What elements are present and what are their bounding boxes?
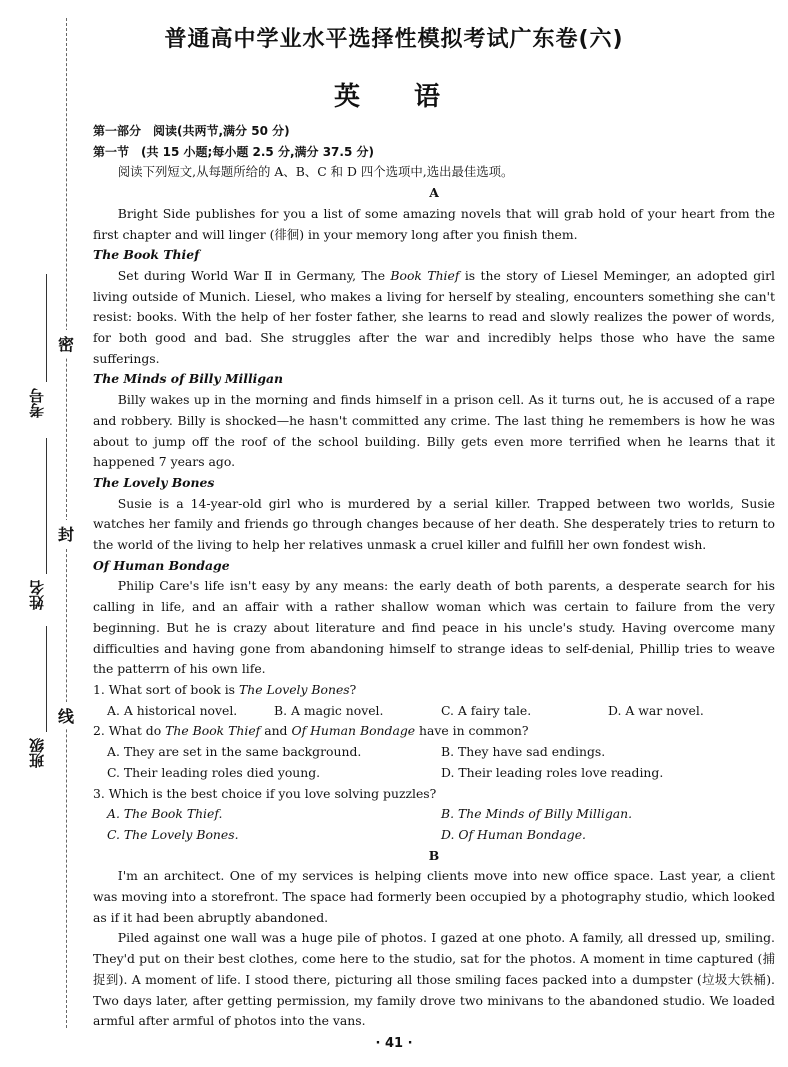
book-description: Susie is a 14-year-old girl who is murdered by a serial killer. Trapped between two worlds, Susie watches her family and friends go through changes because of her death. She desperately tries to return to the world of the living to help her relatives unmask a cruel killer and fulfill her own fondest wish. xyxy=(93,495,775,553)
class-label: 班级 xyxy=(28,738,46,768)
book-title: The Book Thief xyxy=(93,247,200,263)
option[interactable]: D. Their leading roles love reading. xyxy=(441,764,664,780)
subject-title: 英 语 xyxy=(333,82,454,112)
passage-a-intro: Bright Side publishes for you a list of some amazing novels that will grab hold of your heart from the first chapter and will linger (徘徊) in your memory long after you finish them. xyxy=(93,205,775,242)
option[interactable]: C. A fairy tale. xyxy=(441,702,532,718)
question-3: 3. Which is the best choice if you love solving puzzles? xyxy=(93,785,437,801)
question-2-options xyxy=(93,742,775,763)
option[interactable]: C. Their leading roles died young. xyxy=(107,764,321,780)
exam-content xyxy=(93,121,775,1032)
seal-mark-mi: 密 xyxy=(58,330,74,357)
option[interactable]: B. They have sad endings. xyxy=(441,744,606,760)
name-label: 姓名 xyxy=(28,580,46,610)
option[interactable]: A. They are set in the same background. xyxy=(107,744,362,760)
class-blank[interactable] xyxy=(46,626,47,732)
question-3-options xyxy=(93,825,775,846)
name-blank[interactable] xyxy=(46,438,47,574)
book-title: The Lovely Bones xyxy=(93,474,215,490)
passage-b-letter: B xyxy=(428,847,440,863)
option[interactable]: D. Of Human Bondage. xyxy=(441,826,586,842)
passage-a-letter: A xyxy=(429,185,439,201)
option[interactable]: D. A war novel. xyxy=(608,702,704,718)
option[interactable]: B. A magic novel. xyxy=(274,702,384,718)
book-title: The Minds of Billy Milligan xyxy=(93,371,284,387)
passage-b-paragraph: Piled against one wall was a huge pile of photos. I gazed at one photo. A family, all dressed up, smiling. They'd put on their best clothes, come here to the studio, sat for the photos. A moment in time captured (捕捉到). A moment of life. I stood there, picturing all those smiling faces packed into a dumpster (垃圾大铁桶). Two days later, after getting permission, my family drove two minivans to the abandoned studio. We loaded armful after armful of photos into the vans. xyxy=(93,930,775,1029)
section-heading: 第一节 (共 15 小题;每小题 2.5 分,满分 37.5 分) xyxy=(93,144,374,159)
book-title: Of Human Bondage xyxy=(93,557,230,573)
question-2-options xyxy=(93,763,775,784)
exam-number-blank[interactable] xyxy=(46,274,47,382)
page-number: · 41 · xyxy=(375,1036,413,1051)
option[interactable]: A. A historical novel. xyxy=(107,702,238,718)
passage-b-paragraph: I'm an architect. One of my services is helping clients move into new office space. Last year, a client was moving into a storefront. The space had formerly been occupied by a photography studio, which looked as if it had been abruptly abandoned. xyxy=(93,868,775,925)
question-3-options xyxy=(93,804,775,825)
part-heading: 第一部分 阅读(共两节,满分 50 分) xyxy=(93,124,290,138)
question-1: 1. What sort of book is The Lovely Bones? xyxy=(93,681,357,697)
option[interactable]: B. The Minds of Billy Milligan. xyxy=(441,806,633,822)
option[interactable]: A. The Book Thief. xyxy=(107,806,223,822)
book-description: Philip Care's life isn't easy by any means: the early death of both parents, a desperate search for his calling in life, and an affair with a rather shallow woman which was certain to failure from the very beginning. But he is crazy about literature and find peace in his uncle's study. Having overcome many difficulties and having gone from abandoning himself to strange ideas to self-denial, Phillip tries to weave the patterrn of his own life. xyxy=(93,578,775,677)
book-description: Set during World War Ⅱ in Germany, The Book Thief is the story of Liesel Meminger, an adopted girl living outside of Munich. Liesel, who makes a living for herself by stealing, encounters something she can't resist: books. With the help of her foster father, she learns to read and slowly realizes the power of words, for both good and bad. She struggles after the war and incredibly helps those who have the same sufferings. xyxy=(93,267,775,366)
exam-number-label: 考号 xyxy=(28,388,46,418)
seal-mark-feng: 封 xyxy=(58,520,74,547)
question-1-options xyxy=(93,701,775,722)
question-2: 2. What do The Book Thief and Of Human Bondage have in common? xyxy=(93,723,529,739)
instruction: 阅读下列短文,从每题所给的 A、B、C 和 D 四个选项中,选出最佳选项。 xyxy=(117,164,514,180)
seal-mark-xian: 线 xyxy=(58,702,74,729)
option[interactable]: C. The Lovely Bones. xyxy=(107,826,239,842)
exam-title: 普通高中学业水平选择性模拟考试广东卷(六) xyxy=(164,27,624,52)
book-description: Billy wakes up in the morning and finds himself in a prison cell. As it turns out, he is accused of a rape and robbery. Billy is shocked—he hasn't committed any crime. The last thing he remembers is how he was about to jump off the roof of the school building. Billy gets even more terrified when he learns that it happened 7 years ago. xyxy=(93,392,775,470)
